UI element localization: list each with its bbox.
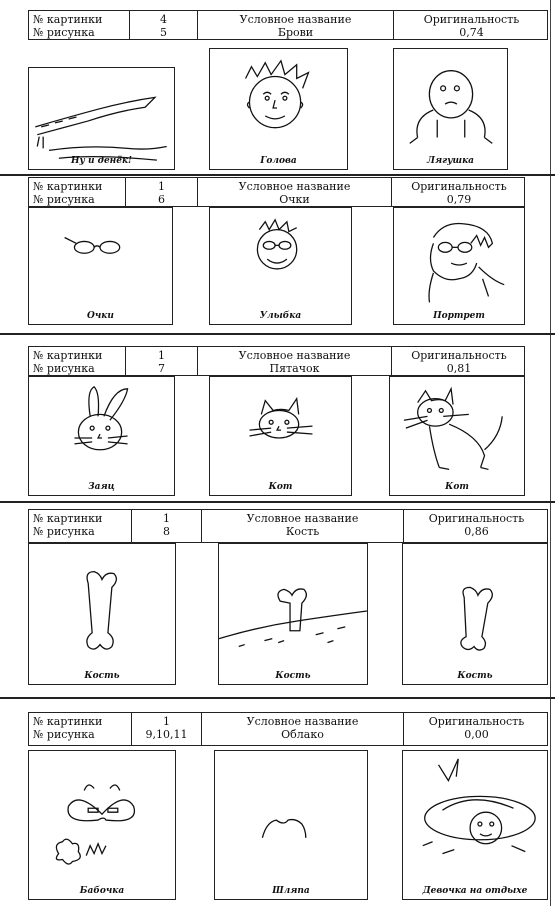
crocodile-drawing-icon [29, 68, 174, 169]
drawing-number-label: № рисунка [33, 362, 95, 375]
bone-drawing-icon [29, 544, 175, 684]
drawing-number-label: № рисунка [33, 193, 95, 206]
test-block-2 [0, 177, 555, 327]
drawing-number: 7 [158, 362, 165, 375]
picture-number: 1 [158, 349, 165, 362]
cat-face-drawing-icon [210, 377, 351, 495]
picture-number-label: № картинки [33, 715, 103, 728]
drawing-frame-1 [28, 67, 175, 170]
block-separator [0, 333, 555, 335]
girl-resting-drawing-icon [403, 751, 547, 899]
originality-label: Оригинальность [428, 715, 525, 728]
picture-number-label: № картинки [33, 512, 103, 525]
drawing-frame-3 [402, 543, 548, 685]
bone-drawing-icon [403, 544, 547, 684]
name-label: Условное название [238, 180, 351, 193]
drawing-caption: Улыбка [259, 311, 302, 321]
originality-label: Оригинальность [428, 512, 525, 525]
drawing-number: 6 [158, 193, 165, 206]
drawing-number: 5 [160, 26, 167, 39]
block-separator [0, 501, 555, 503]
drawing-number-label: № рисунка [33, 26, 95, 39]
name-label: Условное название [246, 715, 359, 728]
hare-drawing-icon [29, 377, 174, 495]
name-label: Условное название [239, 13, 352, 26]
originality-value: 0,00 [464, 728, 489, 741]
drawing-frame-2 [218, 543, 368, 685]
boy-head-drawing-icon [210, 49, 347, 169]
drawing-caption: Кость [84, 671, 120, 681]
block-header [28, 346, 525, 376]
conditional-name: Пятачок [269, 362, 320, 375]
test-block-1 [0, 10, 555, 170]
drawing-caption: Очки [87, 311, 114, 321]
drawing-frame-2 [209, 48, 348, 170]
test-block-3 [0, 346, 555, 498]
drawing-number-label: № рисунка [33, 525, 95, 538]
drawing-caption: Кот [268, 482, 293, 492]
drawing-caption: Кость [275, 671, 311, 681]
frog-drawing-icon [394, 49, 507, 169]
drawing-caption: Кость [457, 671, 493, 681]
drawing-frame-1 [28, 543, 176, 685]
picture-number-label: № картинки [33, 13, 103, 26]
conditional-name: Брови [277, 26, 314, 39]
cat-drawing-icon [390, 377, 524, 495]
drawing-number: 8 [163, 525, 170, 538]
picture-number: 1 [158, 180, 165, 193]
conditional-name: Кость [285, 525, 320, 538]
drawing-number-label: № рисунка [33, 728, 95, 741]
test-block-5 [0, 712, 555, 902]
drawing-caption: Заяц [88, 482, 115, 492]
originality-value: 0,86 [464, 525, 489, 538]
picture-number-label: № картинки [33, 349, 103, 362]
test-block-4 [0, 509, 555, 685]
name-label: Условное название [246, 512, 359, 525]
drawing-number: 9,10,11 [145, 728, 188, 741]
drawing-frame-2 [209, 376, 352, 496]
block-separator [0, 697, 555, 699]
drawing-caption: Кот [445, 482, 469, 492]
drawing-caption: Голова [260, 156, 297, 166]
portrait-drawing-icon [394, 208, 524, 324]
butterfly-drawing-icon [29, 751, 175, 899]
drawing-caption: Девочка на отдыхе [422, 886, 528, 896]
block-header [28, 10, 548, 40]
drawing-caption: Портрет [433, 311, 485, 321]
smiling-face-drawing-icon [210, 208, 351, 324]
drawing-caption: Лягушка [426, 156, 474, 166]
drawing-frame-1 [28, 750, 176, 900]
originality-label: Оригинальность [411, 349, 507, 362]
conditional-name: Облако [281, 728, 324, 741]
block-header [28, 509, 548, 543]
originality-value: 0,81 [446, 362, 472, 375]
glasses-drawing-icon [29, 208, 172, 324]
drawing-caption: Шляпа [272, 886, 310, 896]
picture-number: 1 [163, 512, 170, 525]
drawing-frame-3 [389, 376, 525, 496]
drawing-caption: Ну и денёк! [70, 156, 132, 166]
block-header [28, 712, 548, 746]
block-header [28, 177, 525, 207]
originality-value: 0,74 [459, 26, 484, 39]
bone-in-ground-drawing-icon [219, 544, 367, 684]
drawing-frame-2 [209, 207, 352, 325]
picture-number: 1 [163, 715, 170, 728]
originality-value: 0,79 [446, 193, 472, 206]
picture-number-label: № картинки [33, 180, 103, 193]
drawing-frame-2 [214, 750, 368, 900]
picture-number: 4 [160, 13, 167, 26]
originality-label: Оригинальность [423, 13, 520, 26]
drawing-caption: Бабочка [79, 886, 125, 896]
drawing-frame-3 [393, 207, 525, 325]
drawing-frame-3 [393, 48, 508, 170]
block-separator [0, 174, 555, 176]
drawing-frame-1 [28, 376, 175, 496]
conditional-name: Очки [279, 193, 310, 206]
hat-drawing-icon [215, 751, 367, 899]
drawing-frame-1 [28, 207, 173, 325]
drawing-frame-3 [402, 750, 548, 900]
originality-label: Оригинальность [411, 180, 507, 193]
name-label: Условное название [238, 349, 351, 362]
